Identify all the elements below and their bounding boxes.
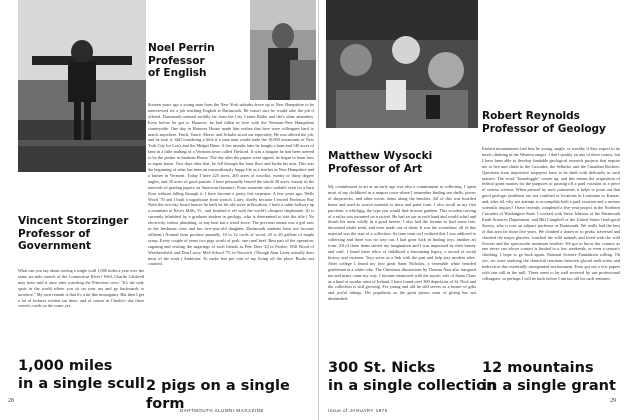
page-number-left: 28 (8, 398, 14, 404)
issue-date-footer: Issue of JANUARY 1975 (328, 408, 388, 413)
storzinger-headline: Vincent Storzinger Professor of Government (18, 215, 129, 252)
page-number-right: 29 (610, 398, 616, 404)
perrin-photo (250, 0, 316, 100)
storzinger-column (8, 0, 146, 420)
perrin-column (146, 0, 316, 420)
reynolds-body: Eastern mountaineers had best be young, single, or wealthy if they expect to do much climbing in the Western ranges. I don't qualify on any of these counts, but I have been able to develop fundable geological research projects that require me to live and climb in the Cascades, the Selkirks, and the Canadian Rockies. Questions from inquisitive taxpayers have to be dealt with delicately in such matters. The word "boondoggle" comes up, and this means the acquisition of federal grant monies for the purposes of passing off a paid vacation as a piece of serious science. When pressed by such comments, it helps to point out that good geologic problems are not confined to locations in Louisiana or Kansas, and, after all, why not attempt to accomplish both a paid vacation and a serious scientific inquiry? I have recently completed a five-year project in the Northern Cascades of Washington State. I worked with Steve Johnson of the Dartmouth Earth Sciences Department, and Bill Campbell of the United States Geological Survey, who is now an adjunct professor at Dartmouth. We really had the best of that area for those five years. We climbed a dozen or so peaks, traversed and climbed the major glaciers, watched the wild animals and lived with the wild flowers and the spectacular mountain weather. We got to know the country as one never can whose contact is limited to a few weekends, or even a season's climbing. I hope to go back again. National Science Foundation willing. Oh yes, we were studying the chemical reactions between glacial melt-water and bedrock in this essentially unvegetated environment. Even got out a few papers with one still in the mill. These seem to be well received by our professional colleagues, so perhaps I will be back before I am too old for such ventures. (482, 146, 620, 281)
storzinger-photo (18, 0, 146, 172)
reynolds-subhead: 12 mountains in a single grant (482, 360, 616, 394)
wysocki-subhead: 300 St. Nicks in a single collection (328, 360, 497, 394)
perrin-subhead: 2 pigs on a single form (146, 378, 290, 412)
right-page (318, 0, 628, 420)
perrin-headline: Noel Perrin Professor of English (148, 42, 215, 79)
wysocki-column (326, 0, 497, 420)
magazine-footer: DARTMOUTH ALUMNI MAGAZINE (180, 408, 264, 413)
perrin-photo-graphic (250, 0, 316, 100)
storzinger-subhead: 1,000 miles in a single scull (18, 358, 145, 392)
perrin-body: Sixteen years ago a young man from the New York suburbs drove up to New Hampshire to be interviewed for a job teaching English at Dartmouth. He wasn't sure he would take the job if offered. Dartmouth seemed awfully far from the City Center Ballet and life's other amenities. Even before he got to Hanover, he had fallen in love with the Vermont-New Hampshire countryside. One day in Hanover House made him realize that here were colleagues hard to match anywhere. Finch, Vance, Morse, and Schultz stood out especially. He was offered the job, and he took it. Still wondering a little if a sane man would trade the 10,000 restaurants of New York City for Lou's and the Midget Diner. A few months later he bought a barn and 140 acres of land in a little nothing of a Vermont town called Thetford. It was a bargain he had been steered to by the janitor in Sanborn House. The day after the papers were signed, he began to learn how to repair barns. Two days after that, he fell through the barn floor and broke his arm. This was the beginning of what has been an extraordinarily happy life as a teacher in New Hampshire and a farmer in Vermont. Today I have 225 acres, 200 acres of woodlot, twenty or thirty degree angles, and 20 acres of good pasture. I have personally fenced the whole 20 acres, mostly in the intervals of grading papers on American literature. From someone who couldn't even fix a barn floor without falling through it, I have become a pretty fair carpenter. A few years ago, Wells Wood '70 and I built a sugarhouse from scratch. Later, chiefly because I envied Professor Ray Nash the two-day board houses he built on his old acres in Royalton, I built a cabin halfway up a mountain in Rice's Mills, Vt., and finished it off with the world's cheapest chipboards. (It is currently inhabited by a graduate student in geology, who is determined to win the title.) No electricity, indoor plumbing, or any heat but a wood stove. The previous tenant was a girl now in the freshman class and her two-year-old daughter. Dartmouth students have not become affluent.) Normal farm produce annually, 10 to 12 cords of wood, 20 to 40 gallons of maple syrup. Every couple of years two pigs worth of pork, one rural beef. Best part of the operation: sugaring and visiting the sugarings of such friends as Pete Deer '43 in Fairlee, Will Wood of Weathersfield, and Don Lacey, Med School '75, in Norwich. (Though Alan Lacey actually does most of the work.) Ambition: To make five per cent of my living off the place. Books not counted. (148, 102, 314, 267)
reynolds-headline: Robert Reynolds Professor of Geology (482, 110, 606, 135)
storzinger-body: What can you say about rowing a single scull 1,000 miles a year over the same six-mile stretch of the Connecticut River? Well, Charlie Caldwell may have said it once after watching the Princeton crew: "It's the only sport in the world where you sit on your ass and go backwards to nowhere." My own remark is that it's a bit like monogamy. But then I get a lot of lectures written out there, and of course in Charlie's day there weren't coeds on the water yet. (18, 268, 144, 309)
wysocki-photo (326, 0, 478, 128)
wysocki-body: My commitment to art at an early age was also a commitment to collecting. I spent most of my childhood in a seaport town where I remember finding sea shells, pieces of shipwrecks, and other exotic items along the beaches. All of this was hoarded home and used as source material to draw and paint from. I also recall as my first purchase, a whirligig, the type you would find in most gardens. This wooden carving of a sailor was mounted on a swivel. He had an oar in each hand and would whirl and thrash his arms wildly in a good breeze. I also had the fortune to find some rare, decorated whale teeth, and even made out of them. It was the scrimshaw, all of this material was the start of a collection. As time went on I realized that I was addicted to collecting and there was no way out. I had great luck in finding toys, another art form. All of these items stirred my imagination and I was impressed by their beauty and craft. I found these relics of childhood a fascinating legacy, a record of social history and customs. Toys serve as a link with the past and help stay modern alive. After college I found my first great Saint Nicholas, a venerable white bearded gentleman in a white robe. The Christmas illustrations by Thomas Nast also intrigued me and many came my way. I became enamored with the mystic role of Santa Claus as a kind of secular saint of Ireland. I have found over 300 depictions of St. Nick and the collection is still growing. For young and old he still serves as a bearer of gifts and joyful tidings. His popularity as the great patron saint of giving has not diminished. (328, 184, 476, 302)
reynolds-column (482, 0, 622, 420)
wysocki-headline: Matthew Wysocki Professor of Art (328, 150, 433, 175)
wysocki-photo-graphic (326, 0, 478, 128)
rower-photo-graphic (18, 0, 146, 172)
